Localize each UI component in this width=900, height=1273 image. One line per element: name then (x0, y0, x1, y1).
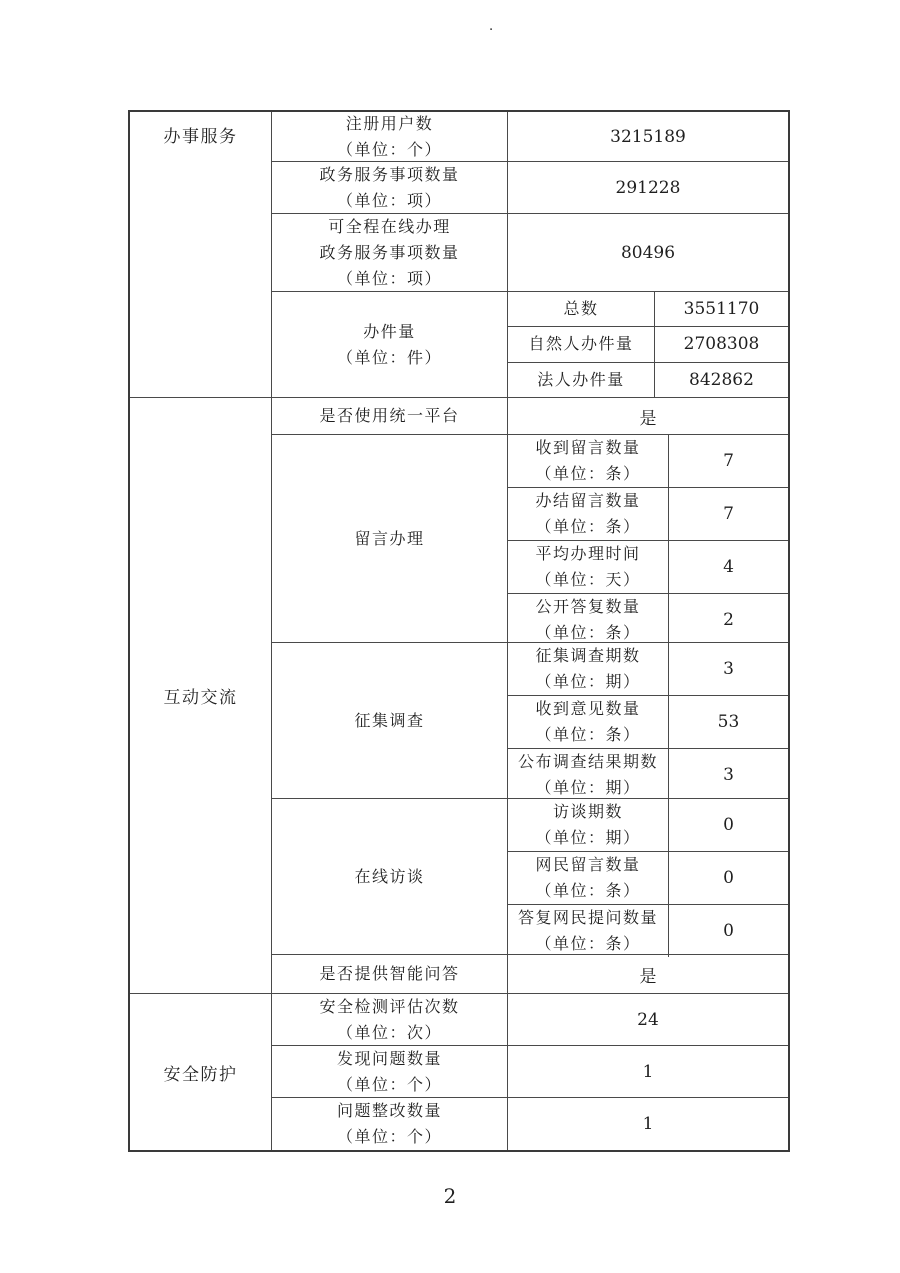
table-subrow (508, 292, 788, 327)
row-label: 安全检测评估次数 （单位：次） (272, 994, 508, 1045)
subrow-value: 4 (723, 557, 734, 577)
table-row (272, 1098, 788, 1150)
row-value: 24 (637, 1009, 659, 1030)
table-row (272, 162, 788, 214)
subrow-value: 0 (723, 921, 734, 941)
table-subrow (508, 749, 788, 801)
table-row (272, 994, 788, 1046)
table-subrow (508, 905, 788, 957)
row-value: 1 (642, 1061, 654, 1082)
subrow-value: 3 (723, 659, 734, 679)
table-row (272, 112, 788, 162)
table-subrow (508, 594, 788, 646)
subrow-label: 办结留言数量 （单位：条） (508, 488, 669, 540)
table-subrow (508, 799, 788, 852)
table-row (272, 955, 788, 993)
row-value: 是 (639, 966, 657, 987)
row-label: 办件量 （单位：件） (272, 292, 508, 397)
subrow-value: 3551170 (683, 299, 760, 320)
subrow-label: 答复网民提问数量 （单位：条） (508, 905, 669, 957)
subrow-label: 公布调查结果期数 （单位：期） (508, 749, 669, 801)
subrow-value: 0 (723, 815, 734, 835)
table-row (272, 214, 788, 292)
section-banshi-fuwu (130, 112, 788, 398)
subrow-label: 网民留言数量 （单位：条） (508, 852, 669, 904)
table-row-group (272, 799, 788, 955)
row-label: 征集调查 (272, 643, 508, 798)
subrow-label: 访谈期数 （单位：期） (508, 799, 669, 851)
table-row (272, 1046, 788, 1098)
subrow-label: 征集调查期数 （单位：期） (508, 643, 669, 695)
section-label: 互动交流 (130, 398, 272, 993)
row-label: 是否提供智能问答 (272, 955, 508, 993)
table-subrow (508, 435, 788, 488)
table-subrow (508, 327, 788, 362)
subrow-label: 公开答复数量 （单位：条） (508, 594, 669, 646)
table-row-group (272, 643, 788, 799)
subrow-value: 2 (723, 610, 734, 630)
table-subrow (508, 852, 788, 905)
row-label: 可全程在线办理 政务服务事项数量 （单位：项） (272, 214, 508, 291)
subrow-value: 2708308 (683, 334, 760, 355)
row-value: 3215189 (610, 126, 686, 147)
row-value: 291228 (615, 177, 681, 198)
stray-dot: . (489, 19, 494, 34)
row-value: 是 (639, 408, 657, 429)
table-subrow (508, 696, 788, 749)
subrow-value: 842862 (689, 369, 754, 390)
row-label: 发现问题数量 （单位：个） (272, 1046, 508, 1097)
row-label: 注册用户数 （单位：个） (272, 112, 508, 161)
subrow-value: 7 (723, 451, 734, 471)
subrow-label: 平均办理时间 （单位：天） (508, 541, 669, 593)
table-row (272, 398, 788, 435)
subrow-label: 法人办件量 (508, 363, 655, 397)
row-label: 在线访谈 (272, 799, 508, 954)
row-label: 问题整改数量 （单位：个） (272, 1098, 508, 1150)
table-subrow (508, 488, 788, 541)
subrow-label: 收到意见数量 （单位：条） (508, 696, 669, 748)
section-anquan-fanghu (130, 994, 788, 1150)
row-label: 留言办理 (272, 435, 508, 642)
subrow-label: 收到留言数量 （单位：条） (508, 435, 669, 487)
table-row-group (272, 292, 788, 397)
subrow-value: 7 (723, 504, 734, 524)
section-label: 办事服务 (130, 112, 272, 397)
subrow-label: 总数 (508, 292, 655, 326)
row-label: 是否使用统一平台 (272, 398, 508, 434)
subrow-value: 0 (723, 868, 734, 888)
row-value: 1 (642, 1114, 654, 1134)
subrow-value: 3 (723, 765, 734, 785)
table-subrow (508, 363, 788, 397)
row-label: 政务服务事项数量 （单位：项） (272, 162, 508, 213)
table-subrow (508, 541, 788, 594)
report-table (128, 110, 790, 1152)
table-row-group (272, 435, 788, 643)
row-value: 80496 (620, 242, 676, 263)
subrow-value: 53 (717, 712, 740, 732)
subrow-label: 自然人办件量 (508, 327, 655, 361)
section-hudong-jiaoliu (130, 398, 788, 994)
table-subrow (508, 643, 788, 696)
section-label: 安全防护 (130, 994, 272, 1150)
page-number: 2 (443, 1184, 457, 1208)
